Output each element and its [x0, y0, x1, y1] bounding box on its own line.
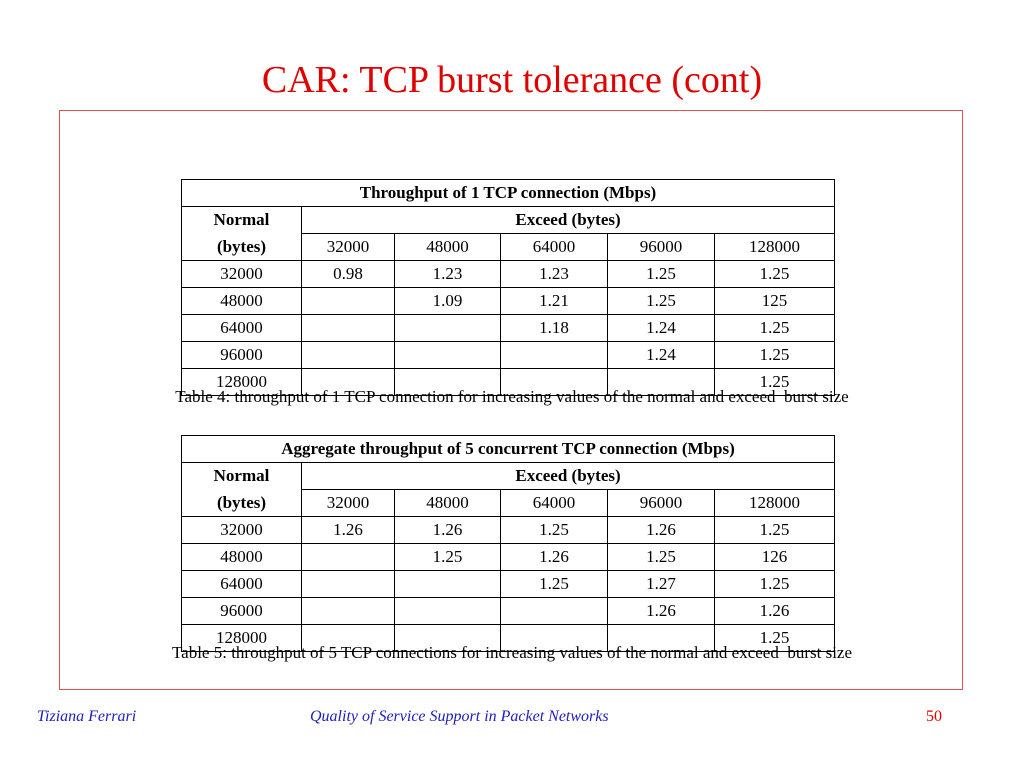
- normal-value: 128000: [182, 369, 302, 396]
- table-subheader-row: [182, 490, 835, 517]
- table-cell: 1.25: [715, 625, 835, 652]
- table-caption: Table 4: throughput of 1 TCP connection for increasing values of the normal and exceed burst size: [175, 387, 849, 406]
- table-cell: 1.23: [501, 261, 608, 288]
- table-cell: [302, 342, 395, 369]
- table-cell: [395, 315, 501, 342]
- table-cell: 1.25: [608, 288, 715, 315]
- table-cell: [501, 342, 608, 369]
- page-number: 50: [926, 708, 942, 725]
- table-cell: 1.27: [608, 571, 715, 598]
- table-cell: [395, 342, 501, 369]
- table-cell: 1.09: [395, 288, 501, 315]
- table-cell: 1.25: [715, 571, 835, 598]
- table-cell: [302, 571, 395, 598]
- table-cell: 1.21: [501, 288, 608, 315]
- table-cell: 1.24: [608, 342, 715, 369]
- normal-value: 64000: [182, 571, 302, 598]
- table-row: [182, 544, 835, 571]
- normal-value: 64000: [182, 315, 302, 342]
- table-cell: 1.25: [608, 544, 715, 571]
- table-cell: [302, 544, 395, 571]
- table-title: Aggregate throughput of 5 concurrent TCP connection (Mbps): [182, 436, 835, 463]
- normal-header: Normal: [182, 463, 302, 490]
- footer-author: Tiziana Ferrari: [37, 708, 137, 725]
- normal-unit-header: (bytes): [182, 490, 302, 517]
- exceed-value-header: 48000: [395, 234, 501, 261]
- normal-value: 96000: [182, 342, 302, 369]
- table-cell: 1.25: [501, 517, 608, 544]
- table-row: [182, 261, 835, 288]
- normal-value: 32000: [182, 261, 302, 288]
- normal-value: 48000: [182, 544, 302, 571]
- table-cell: 1.26: [501, 544, 608, 571]
- table-row: [182, 342, 835, 369]
- table-title-row: [182, 436, 835, 463]
- exceed-value-header: 128000: [715, 234, 835, 261]
- exceed-header: Exceed (bytes): [302, 463, 835, 490]
- table-row: [182, 598, 835, 625]
- table-row: [182, 517, 835, 544]
- table-row: [182, 571, 835, 598]
- table-cell: 0.98: [302, 261, 395, 288]
- table-cell: [395, 598, 501, 625]
- table-subheader-row: [182, 234, 835, 261]
- exceed-value-header: 64000: [501, 234, 608, 261]
- normal-value: 48000: [182, 288, 302, 315]
- exceed-value-header: 64000: [501, 490, 608, 517]
- table-cell: 1.26: [715, 598, 835, 625]
- slide-title: CAR: TCP burst tolerance (cont): [261, 59, 763, 101]
- table-cell: 1.26: [395, 517, 501, 544]
- table-caption: Table 5: throughput of 5 TCP connections for increasing values of the normal and exceed burst size: [171, 643, 853, 662]
- table-cell: 1.23: [395, 261, 501, 288]
- exceed-value-header: 32000: [302, 490, 395, 517]
- table-cell: 1.25: [715, 315, 835, 342]
- table-header-row: [182, 207, 835, 234]
- exceed-value-header: 128000: [715, 490, 835, 517]
- exceed-header: Exceed (bytes): [302, 207, 835, 234]
- table-cell: 1.24: [608, 315, 715, 342]
- table-cell: 126: [715, 544, 835, 571]
- table-row: [182, 288, 835, 315]
- table-cell: [501, 598, 608, 625]
- table-cell: 1.25: [715, 517, 835, 544]
- table-cell: [395, 571, 501, 598]
- table-row: [182, 315, 835, 342]
- table-title: Throughput of 1 TCP connection (Mbps): [182, 180, 835, 207]
- footer-presentation-title: Quality of Service Support in Packet Networks: [310, 708, 609, 725]
- table-cell: 1.26: [608, 598, 715, 625]
- normal-unit-header: (bytes): [182, 234, 302, 261]
- table-cell: [302, 315, 395, 342]
- table-cell: 1.25: [501, 571, 608, 598]
- throughput-table-2: [181, 435, 835, 652]
- table-cell: 1.25: [395, 544, 501, 571]
- table-header-row: [182, 463, 835, 490]
- normal-header: Normal: [182, 207, 302, 234]
- normal-value: 96000: [182, 598, 302, 625]
- normal-value: 32000: [182, 517, 302, 544]
- exceed-value-header: 48000: [395, 490, 501, 517]
- exceed-value-header: 96000: [608, 490, 715, 517]
- table-cell: [302, 288, 395, 315]
- exceed-value-header: 32000: [302, 234, 395, 261]
- table-cell: 1.25: [715, 261, 835, 288]
- table-cell: 1.18: [501, 315, 608, 342]
- table-title-row: [182, 180, 835, 207]
- table-cell: 1.26: [302, 517, 395, 544]
- table-cell: [302, 598, 395, 625]
- table-cell: 1.25: [715, 342, 835, 369]
- exceed-value-header: 96000: [608, 234, 715, 261]
- table-cell: 1.26: [608, 517, 715, 544]
- table-cell: 125: [715, 288, 835, 315]
- table-cell: 1.25: [608, 261, 715, 288]
- table-cell: 1.25: [715, 369, 835, 396]
- normal-value: 128000: [182, 625, 302, 652]
- throughput-table-1: [181, 179, 835, 396]
